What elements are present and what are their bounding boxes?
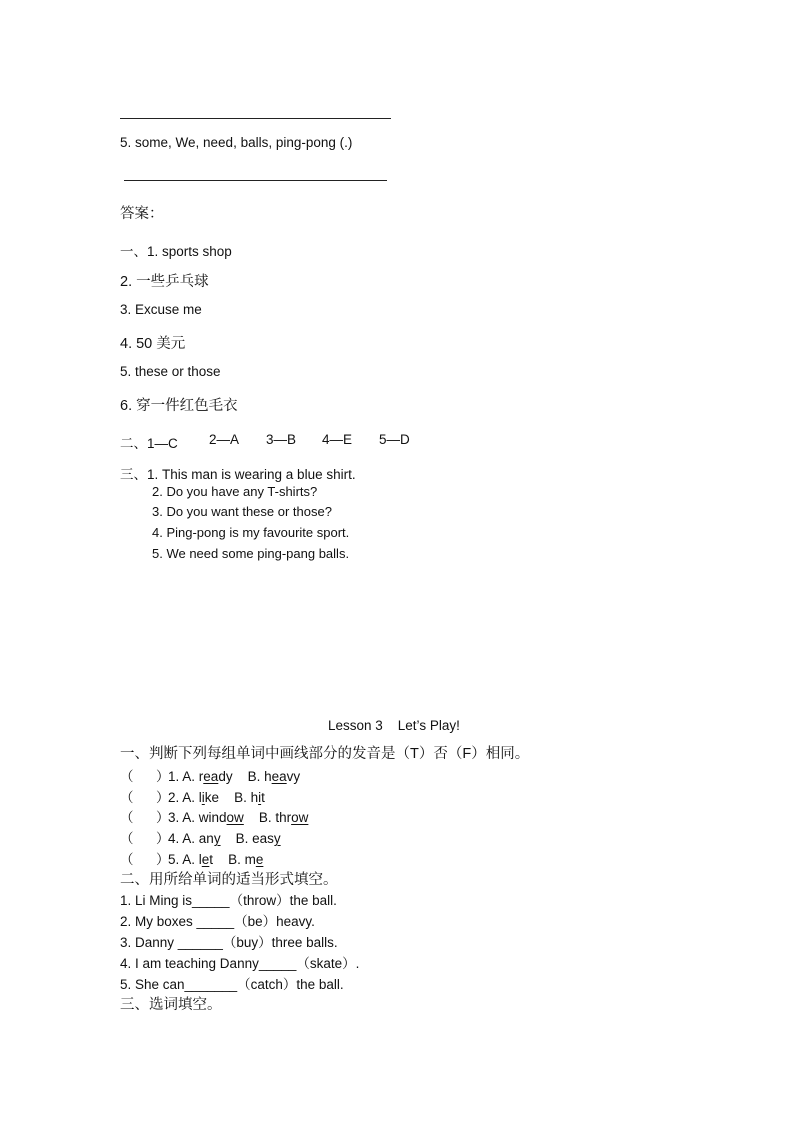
option-b-word: heavy — [264, 769, 301, 784]
fill-item-3: 3. Danny ______（buy）three balls. — [120, 935, 338, 950]
phonics-item — [120, 806, 308, 826]
underlined-letters: i — [201, 790, 205, 805]
option-a-word: ready — [198, 769, 233, 784]
option-b-word: throw — [275, 810, 309, 825]
answer-blank[interactable]: （ ） — [120, 790, 170, 805]
item-number: 2. A. — [168, 790, 199, 805]
phonics-item — [120, 827, 281, 847]
option-a-word: any — [198, 831, 221, 846]
underlined-letters: y — [213, 831, 221, 846]
phonics-item — [120, 765, 300, 785]
answer-1-3: 3. Excuse me — [120, 302, 202, 317]
fill-item-1: 1. Li Ming is_____（throw）the ball. — [120, 893, 337, 908]
option-b-label: B. — [247, 769, 265, 784]
section3-heading: 三、选词填空。 — [120, 997, 222, 1013]
fill-item-4: 4. I am teaching Danny_____（skate）. — [120, 956, 360, 971]
phonics-item — [120, 848, 263, 868]
answer-3-1: 三、1. This man is wearing a blue shirt. — [120, 467, 356, 482]
underlined-letters: e — [201, 852, 210, 867]
item-number: 3. A. — [168, 810, 199, 825]
option-a-word: like — [198, 790, 220, 805]
option-b-label: B. — [228, 852, 245, 867]
answer-blank[interactable]: （ ） — [120, 852, 170, 867]
answer-3-4: 4. Ping-pong is my favourite sport. — [152, 525, 350, 540]
answer-3-2: 2. Do you have any T-shirts? — [152, 484, 318, 499]
answer-line-5 — [124, 180, 387, 181]
answer-2-1: 二、1—C — [120, 436, 178, 451]
lesson-title: Lesson 3 Let’s Play! — [328, 718, 460, 733]
answer-1-1: 一、1. sports shop — [120, 244, 232, 259]
item-number: 5. A. — [168, 852, 199, 867]
underlined-letters: ow — [291, 810, 309, 825]
option-b-word: easy — [252, 831, 281, 846]
phonics-item — [120, 786, 265, 806]
answer-blank[interactable]: （ ） — [120, 831, 170, 846]
section1-heading: 一、判断下列每组单词中画线部分的发音是（T）否（F）相同。 — [120, 746, 530, 762]
underlined-letters: ea — [271, 769, 287, 784]
option-b-label: B. — [234, 790, 251, 805]
question-5: 5. some, We, need, balls, ping-pong (.) — [120, 135, 353, 150]
fill-item-5: 5. She can_______（catch）the ball. — [120, 977, 344, 992]
underlined-letters: e — [255, 852, 264, 867]
answer-blank[interactable]: （ ） — [120, 769, 170, 784]
item-number: 1. A. — [168, 769, 199, 784]
underlined-letters: ea — [203, 769, 219, 784]
item-number: 4. A. — [168, 831, 199, 846]
option-b-label: B. — [258, 810, 276, 825]
answer-2-5: 5—D — [379, 432, 410, 447]
answer-2-4: 4—E — [322, 432, 353, 447]
option-b-label: B. — [235, 831, 253, 846]
answer-3-5: 5. We need some ping-pang balls. — [152, 546, 350, 561]
answer-line-4 — [120, 118, 391, 119]
fill-item-2: 2. My boxes _____（be）heavy. — [120, 914, 315, 929]
answer-blank[interactable]: （ ） — [120, 810, 170, 825]
answer-2-2: 2—A — [209, 432, 240, 447]
underlined-letters: y — [273, 831, 281, 846]
section2-heading: 二、用所给单词的适当形式填空。 — [120, 872, 338, 888]
answer-1-2: 2. 一些乒乓球 — [120, 274, 209, 290]
option-b-word: me — [244, 852, 264, 867]
answer-1-5: 5. these or those — [120, 364, 221, 379]
answer-1-6: 6. 穿一件红色毛衣 — [120, 398, 238, 414]
underlined-letters: ow — [226, 810, 244, 825]
option-a-word: let — [198, 852, 214, 867]
answer-3-3: 3. Do you want these or those? — [152, 504, 332, 519]
answer-1-4: 4. 50 美元 — [120, 336, 186, 352]
option-b-word: hit — [250, 790, 265, 805]
answer-2-3: 3—B — [266, 432, 297, 447]
underlined-letters: i — [258, 790, 262, 805]
answers-heading: 答案： — [120, 206, 164, 222]
option-a-word: window — [198, 810, 244, 825]
